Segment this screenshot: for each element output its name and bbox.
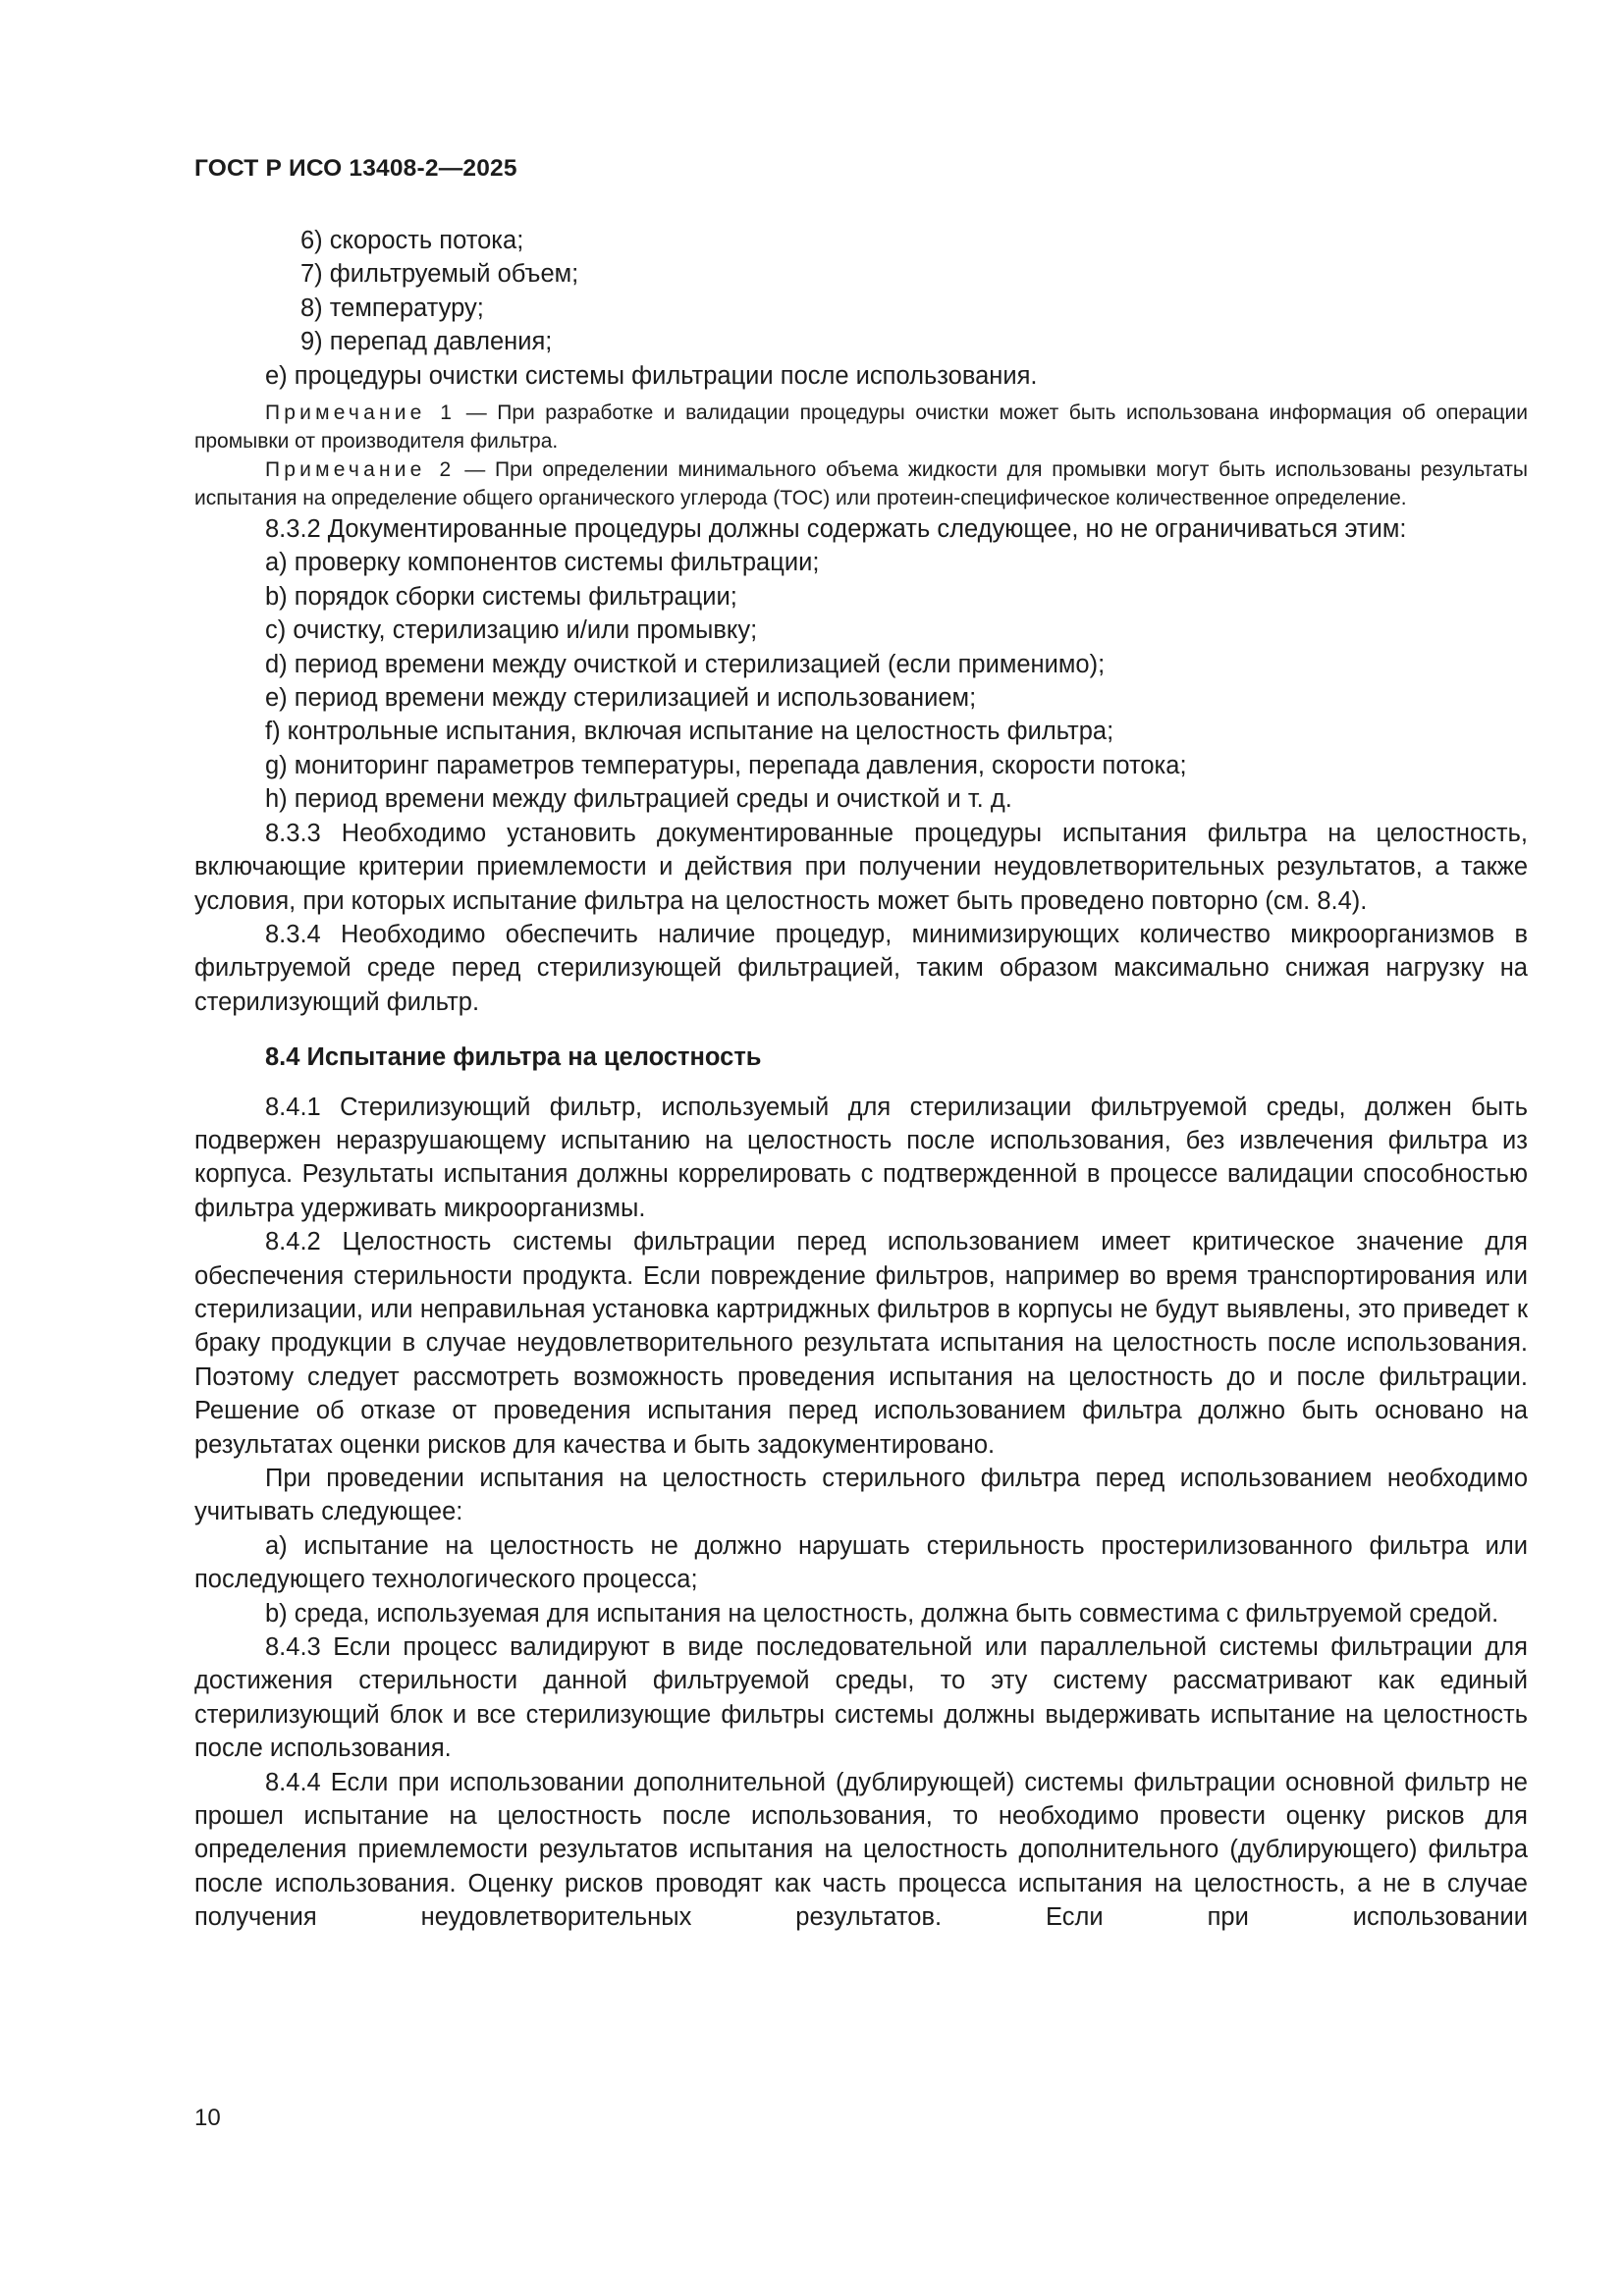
section-heading-8-4: 8.4 Испытание фильтра на целостность xyxy=(265,1043,762,1072)
notes xyxy=(194,399,1528,512)
paragraph-8-3-3: 8.3.3 Необходимо установить документированные процедуры испытания фильтра на целостность, включающие критерии приемлемости и действия при получении неудовлетворительных результатов, а также условия, при которых испытание фильтра на целостность может быть проведено повторно (см. 8.4). xyxy=(194,819,1528,915)
list-item: 7) фильтруемый объем; xyxy=(300,260,579,289)
page-number: 10 xyxy=(194,2105,221,2131)
list-item: 9) перепад давления; xyxy=(300,328,553,356)
note-label: Примечание 1 xyxy=(265,401,457,425)
document-header: ГОСТ Р ИСО 13408-2—2025 xyxy=(194,155,517,182)
list-item: b) порядок сборки системы фильтрации; xyxy=(265,582,737,611)
paragraph-8-4-3: 8.4.3 Если процесс валидируют в виде последовательной или параллельной системы фильтрации для достижения стерильности данной фильтруемой среды, то эту систему рассматривают как единый стерилизующий блок и все стерилизующие фильтры системы должны выдерживать испытание на целостность после использования. xyxy=(194,1633,1528,1763)
paragraph-8-4-4: 8.4.4 Если при использовании дополнительной (дублирующей) системы фильтрации основной фильтр не прошел испытание на целостность после использования, то необходимо провести оценку рисков для определения приемлемости результатов испытания на целостность дополнительного (дублирующего) фильтра после использования. Оценку рисков проводят как часть процесса испытания на целостность, а не в случае получения неудовлетворительных результатов. Если при использовании xyxy=(194,1768,1528,1932)
list-item: a) испытание на целостность не должно нарушать стерильность простерилизованного фильтра или последующего технологического процесса; xyxy=(194,1531,1528,1594)
list-item: e) период времени между стерилизацией и использованием; xyxy=(265,684,977,713)
note-1 xyxy=(194,399,1528,455)
paragraph-8-4-1: 8.4.1 Стерилизующий фильтр, используемый для стерилизации фильтруемой среды, должен быть подвержен неразрушающему испытанию на целостность после использования, без извлечения фильтра из корпуса. Результаты испытания должны коррелировать с подтвержденной в процессе валидации способностью фильтра удерживать микроорганизмы. xyxy=(194,1093,1528,1222)
paragraph-8-4-2: 8.4.2 Целостность системы фильтрации перед использованием имеет критическое значение для обеспечения стерильности продукта. Если повреждение фильтров, например во время транспортирования или стерилизации, или неправильная установка картриджных фильтров в корпусы не будут выявлены, это приведет к браку продукции в случае неудовлетворительного результата испытания на целостность после использования. Поэтому следует рассмотреть возможность проведения испытания на целостность до и после фильтрации. Решение об отказе от проведения испытания перед использованием фильтра должно быть основано на результатах оценки рисков для качества и быть задокументировано. xyxy=(194,1228,1528,1459)
note-text: — При определении минимального объема жидкости для промывки могут быть использованы результаты испытания на определение общего органического углерода (TOC) или протеин-специфическое количественное определение. xyxy=(194,458,1528,510)
list-item: h) период времени между фильтрацией среды и очисткой и т. д. xyxy=(265,785,1012,814)
list-item: е) процедуры очистки системы фильтрации после использования. xyxy=(265,361,1038,390)
list-item: g) мониторинг параметров температуры, перепада давления, скорости потока; xyxy=(265,751,1187,779)
paragraph-8-3-4: 8.3.4 Необходимо обеспечить наличие процедур, минимизирующих количество микроорганизмов в фильтруемой среде перед стерилизующей фильтрацией, таким образом максимально снижая нагрузку на стерилизующий фильтр. xyxy=(194,920,1528,1016)
list-item: 8) температуру; xyxy=(300,294,484,322)
paragraph-8-4-2-continued: При проведении испытания на целостность стерильного фильтра перед использованием необходимо учитывать следующее: xyxy=(194,1465,1528,1526)
paragraph-8-3-2: 8.3.2 Документированные процедуры должны содержать следующее, но не ограничиваться этим: xyxy=(265,515,1407,544)
list-item: c) очистку, стерилизацию и/или промывку; xyxy=(265,616,758,645)
note-text: — При разработке и валидации процедуры очистки может быть использована информация об операции промывки от производителя фильтра. xyxy=(194,401,1528,454)
page-body xyxy=(194,224,1528,1935)
note-2 xyxy=(194,455,1528,512)
note-label: Примечание 2 xyxy=(265,458,456,482)
list-item: b) среда, используемая для испытания на целостность, должна быть совместима с фильтруемой средой. xyxy=(265,1599,1499,1628)
list-item: d) период времени между очисткой и стерилизацией (если применимо); xyxy=(265,650,1106,678)
list-item: 6) скорость потока; xyxy=(300,227,524,254)
list-item: f) контрольные испытания, включая испытание на целостность фильтра; xyxy=(265,718,1114,746)
list-item: a) проверку компонентов системы фильтрации; xyxy=(265,549,820,577)
